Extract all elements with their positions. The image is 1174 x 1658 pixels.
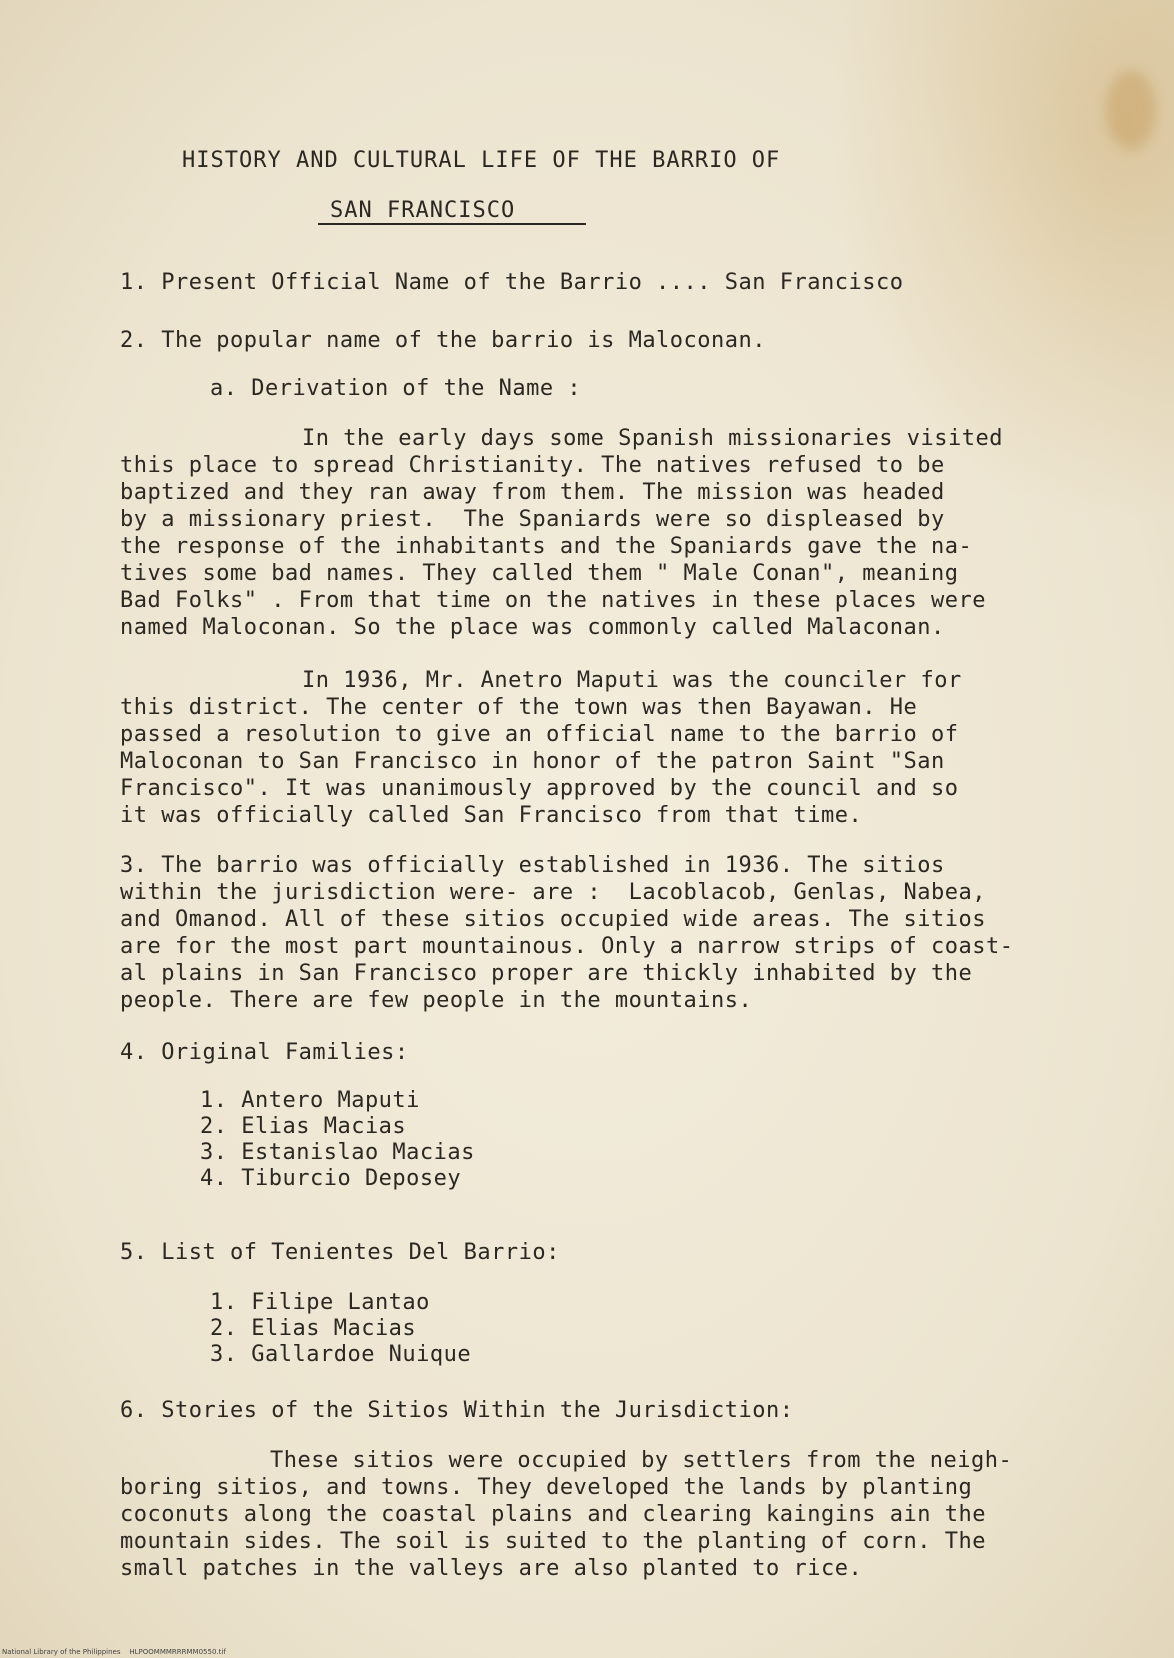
list-item: 3. Gallardoe Nuique	[210, 1342, 472, 1367]
paragraph-line: named Maloconan. So the place was commonly called Malaconan.	[120, 615, 945, 640]
paragraph-line: small patches in the valleys are also planted to rice.	[120, 1556, 863, 1581]
paper-stain	[1106, 70, 1156, 150]
paragraph-line: this place to spread Christianity. The natives refused to be	[120, 453, 945, 478]
paragraph-line: mountain sides. The soil is suited to the planting of corn. The	[120, 1529, 986, 1554]
scan-footer: National Library of the Philippines HLPOOMMMRRRMM0550.tif	[2, 1648, 226, 1656]
item-2a: a. Derivation of the Name :	[210, 376, 582, 401]
paragraph-line: In the early days some Spanish missionaries visited	[302, 426, 1004, 451]
paragraph-line: people. There are few people in the mountains.	[120, 988, 753, 1013]
paragraph-line: baptized and they ran away from them. The mission was headed	[120, 480, 945, 505]
document-subtitle: SAN FRANCISCO	[330, 198, 516, 223]
list-item: 1. Filipe Lantao	[210, 1290, 430, 1315]
item-5-heading: 5. List of Tenientes Del Barrio:	[120, 1240, 560, 1265]
item-1: 1. Present Official Name of the Barrio .... San Francisco	[120, 270, 904, 295]
item-2: 2. The popular name of the barrio is Maloconan.	[120, 328, 767, 353]
paragraph-line: and Omanod. All of these sitios occupied wide areas. The sitios	[120, 907, 986, 932]
paragraph-line: Bad Folks" . From that time on the natives in these places were	[120, 588, 986, 613]
paragraph-line: coconuts along the coastal plains and clearing kaingins ain the	[120, 1502, 986, 1527]
paragraph-line: Maloconan to San Francisco in honor of the patron Saint "San	[120, 749, 945, 774]
paragraph-line: are for the most part mountainous. Only a narrow strips of coast-	[120, 934, 1014, 959]
document-title: HISTORY AND CULTURAL LIFE OF THE BARRIO OF	[182, 148, 781, 173]
paragraph-line: passed a resolution to give an official name to the barrio of	[120, 722, 959, 747]
paragraph-line: al plains in San Francisco proper are thickly inhabited by the	[120, 961, 973, 986]
paragraph-line: tives some bad names. They called them " Male Conan", meaning	[120, 561, 959, 586]
paragraph-line: by a missionary priest. The Spaniards were so displeased by	[120, 507, 945, 532]
paragraph-line: within the jurisdiction were- are : Lacoblacob, Genlas, Nabea,	[120, 880, 986, 905]
paragraph-line: 3. The barrio was officially established in 1936. The sitios	[120, 853, 945, 878]
paragraph-line: this district. The center of the town was then Bayawan. He	[120, 695, 918, 720]
subtitle-underline	[318, 223, 586, 225]
paragraph-line: These sitios were occupied by settlers from the neigh-	[270, 1448, 1013, 1473]
item-4-heading: 4. Original Families:	[120, 1040, 409, 1065]
paragraph-line: the response of the inhabitants and the Spaniards gave the na-	[120, 534, 973, 559]
list-item: 2. Elias Macias	[200, 1114, 407, 1139]
list-item: 4. Tiburcio Deposey	[200, 1166, 462, 1191]
list-item: 2. Elias Macias	[210, 1316, 417, 1341]
paragraph-line: boring sitios, and towns. They developed the lands by planting	[120, 1475, 973, 1500]
list-item: 1. Antero Maputi	[200, 1088, 420, 1113]
item-6-heading: 6. Stories of the Sitios Within the Jurisdiction:	[120, 1398, 794, 1423]
list-item: 3. Estanislao Macias	[200, 1140, 475, 1165]
paragraph-line: In 1936, Mr. Anetro Maputi was the counciler for	[302, 668, 962, 693]
paragraph-line: Francisco". It was unanimously approved by the council and so	[120, 776, 959, 801]
paragraph-line: it was officially called San Francisco from that time.	[120, 803, 863, 828]
